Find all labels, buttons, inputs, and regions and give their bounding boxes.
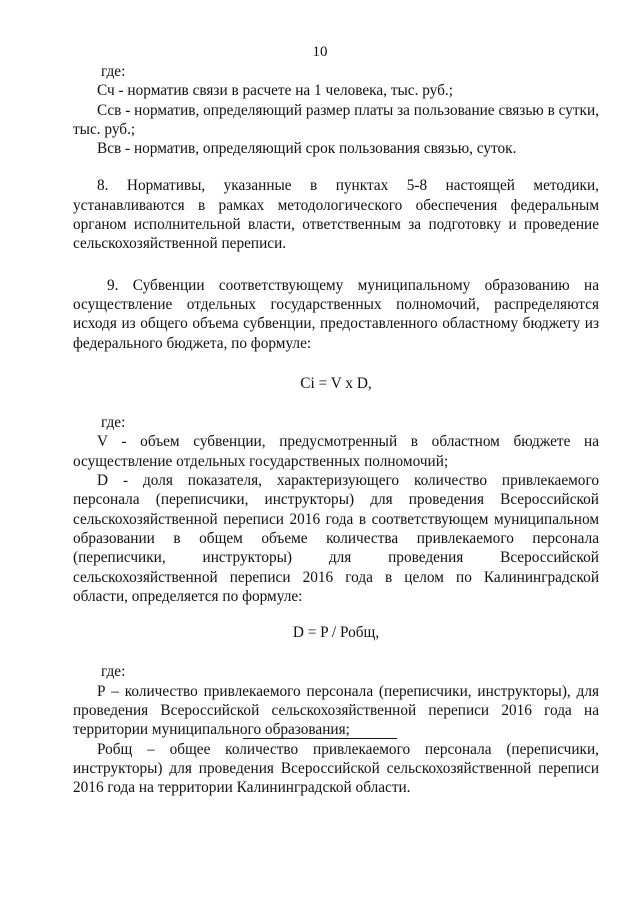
- paragraph-9: 9. Субвенции соответствующему муниципальному образованию на осуществление отдельных государственных полномочий, распределяются исходя из общего объема субвенции, предоставленного областному бюджету из федерального бюджета, по формуле:: [73, 276, 599, 352]
- end-divider-line: [243, 738, 397, 739]
- where-label-3: где:: [101, 663, 126, 681]
- definition-v: V - объем субвенции, предусмотренный в областном бюджете на осуществление отдельных государственных полномочий;: [73, 433, 599, 470]
- definition-p: Р – количество привлекаемого персонала (переписчики, инструкторы), для проведения Всероссийской сельскохозяйственной переписи 2016 года на территории муниципального образования;: [73, 682, 599, 739]
- definition-sch: Сч - норматив связи в расчете на 1 человека, тыс. руб.;: [97, 82, 453, 100]
- where-label: где:: [101, 63, 126, 80]
- paragraph-8: 8. Нормативы, указанные в пунктах 5-8 настоящей методики, устанавливаются в рамках методологического обеспечения федеральным органом исполнительной власти, ответственным за подготовку и проведение сельскохозяйственной переписи.: [73, 177, 599, 253]
- definition-d: D - доля показателя, характеризующего количество привлекаемого персонала (переписчики, инструкторы) для проведения Всероссийской сельскохозяйственной переписи 2016 года в соответствующем муниципальном образовании в общем объеме количества привлекаемого персонала (переписчики, инструкторы) для проведения Всероссийской сельскохозяйственной переписи 2016 года в целом по Калининградской области, определяется по формуле:: [73, 472, 599, 605]
- formula-d: D = P / Робщ,: [292, 624, 380, 642]
- page-number: 10: [312, 44, 328, 60]
- definition-p-total: Робщ – общее количество привлекаемого персонала (переписчики, инструкторы) для проведения Всероссийской сельскохозяйственной переписи 2016 года на территории Калининградской области.: [73, 740, 599, 797]
- document-body: [73, 62, 599, 798]
- where-label-2: где:: [101, 414, 126, 432]
- definition-vsv: Всв - норматив, определяющий срок пользования связью, суток.: [97, 140, 517, 158]
- definition-ssv: Ссв - норматив, определяющий размер платы за пользование связью в сутки, тыс. руб.;: [73, 101, 599, 138]
- formula-ci: Ci = V x D,: [300, 374, 372, 392]
